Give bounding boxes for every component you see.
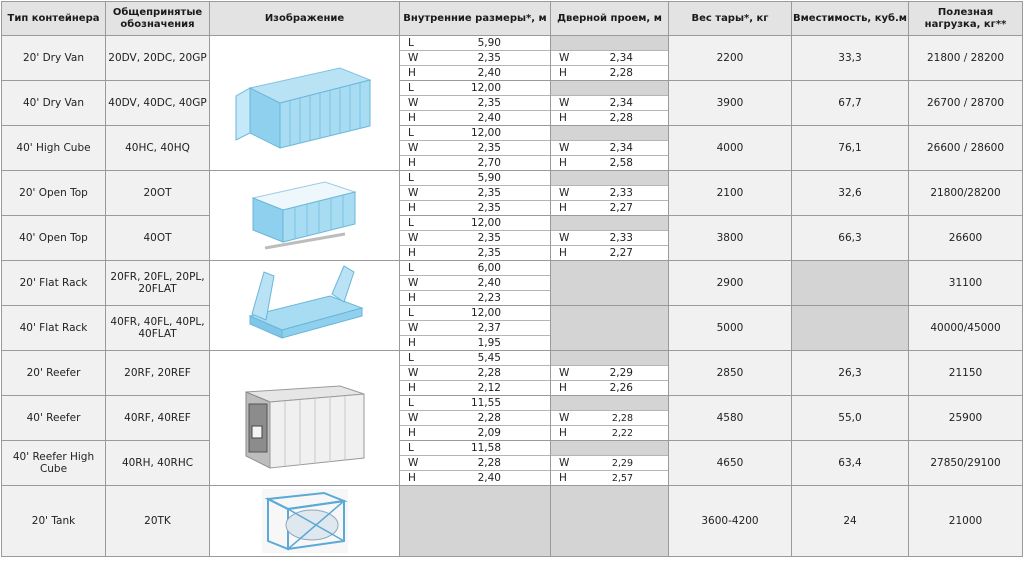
payload-cell: 40000/45000 <box>909 306 1023 351</box>
width-key: W <box>408 232 419 244</box>
length-key: L <box>408 442 414 454</box>
tare-cell: 3600-4200 <box>669 486 792 557</box>
door-width-value: 2,29 <box>609 367 633 379</box>
door-height-key: H <box>559 67 567 79</box>
length-key: L <box>408 37 414 49</box>
length-value: 11,55 <box>470 397 501 409</box>
table-row <box>2 306 1023 351</box>
door-width-value: 2,28 <box>611 412 633 424</box>
codes-cell: 40FR, 40FL, 40PL, 40FLAT <box>106 306 210 351</box>
inner-size-cell <box>400 171 551 216</box>
codes-cell: 40RF, 40REF <box>106 396 210 441</box>
door-width-key: W <box>559 367 570 379</box>
door-cell <box>551 441 669 486</box>
length-value: 11,58 <box>470 442 501 454</box>
tare-cell: 2850 <box>669 351 792 396</box>
width-key: W <box>408 187 419 199</box>
width-value: 2,35 <box>477 142 501 154</box>
door-cell-empty <box>551 261 669 306</box>
height-key: H <box>408 67 416 79</box>
height-value: 2,40 <box>477 67 501 79</box>
capacity-cell: 55,0 <box>792 396 909 441</box>
height-value: 2,12 <box>477 382 501 394</box>
tare-cell: 3900 <box>669 81 792 126</box>
width-value: 2,28 <box>477 412 501 424</box>
type-cell: 20' Open Top <box>2 171 106 216</box>
length-key: L <box>408 352 414 364</box>
type-cell: 40' Reefer <box>2 396 106 441</box>
payload-cell: 21150 <box>909 351 1023 396</box>
door-height-value: 2,58 <box>609 157 633 169</box>
door-height-key: H <box>559 382 567 394</box>
length-key: L <box>408 82 414 94</box>
length-key: L <box>408 262 414 274</box>
type-cell: 20' Tank <box>2 486 106 557</box>
tare-cell: 2100 <box>669 171 792 216</box>
tare-cell: 2200 <box>669 36 792 81</box>
type-cell: 40' Open Top <box>2 216 106 261</box>
header-tare: Вес тары*, кг <box>669 2 792 36</box>
door-cell-empty <box>551 306 669 351</box>
image-cell <box>210 351 400 486</box>
header-payload: Полезная нагрузка, кг** <box>909 2 1023 36</box>
capacity-cell: 33,3 <box>792 36 909 81</box>
width-key: W <box>408 367 419 379</box>
codes-cell: 40RH, 40RHC <box>106 441 210 486</box>
inner-size-cell <box>400 306 551 351</box>
height-value: 2,23 <box>477 292 501 304</box>
tank-container-icon <box>260 487 350 555</box>
header-codes: Общепринятые обозначения <box>106 2 210 36</box>
door-width-key: W <box>559 412 570 424</box>
payload-cell: 27850/29100 <box>909 441 1023 486</box>
blue-dry-container-open-door-icon <box>230 48 380 158</box>
length-key: L <box>408 397 414 409</box>
type-cell: 40' Dry Van <box>2 81 106 126</box>
door-width-value: 2,34 <box>609 142 633 154</box>
payload-cell: 25900 <box>909 396 1023 441</box>
door-width-key: W <box>559 232 570 244</box>
door-height-value: 2,27 <box>609 247 633 259</box>
width-key: W <box>408 142 419 154</box>
payload-cell: 21800/28200 <box>909 171 1023 216</box>
payload-cell: 26600 <box>909 216 1023 261</box>
length-value: 5,45 <box>477 352 501 364</box>
width-value: 2,37 <box>477 322 501 334</box>
length-key: L <box>408 217 414 229</box>
height-value: 2,35 <box>477 247 501 259</box>
image-cell <box>210 261 400 351</box>
height-key: H <box>408 112 416 124</box>
width-value: 2,28 <box>477 367 501 379</box>
height-value: 2,09 <box>477 427 501 439</box>
door-height-key: H <box>559 427 567 439</box>
door-height-value: 2,22 <box>611 427 633 439</box>
codes-cell: 20FR, 20FL, 20PL, 20FLAT <box>106 261 210 306</box>
length-key: L <box>408 307 414 319</box>
length-value: 5,90 <box>477 172 501 184</box>
tare-cell: 3800 <box>669 216 792 261</box>
inner-size-cell <box>400 216 551 261</box>
door-cell <box>551 81 669 126</box>
inner-size-cell-empty <box>400 486 551 557</box>
door-height-value: 2,27 <box>609 202 633 214</box>
height-key: H <box>408 427 416 439</box>
capacity-cell: 32,6 <box>792 171 909 216</box>
codes-cell: 20TK <box>106 486 210 557</box>
door-width-value: 2,34 <box>609 52 633 64</box>
door-height-value: 2,26 <box>609 382 633 394</box>
container-types-table <box>1 1 1023 557</box>
width-key: W <box>408 457 419 469</box>
length-key: L <box>408 172 414 184</box>
length-value: 12,00 <box>470 217 501 229</box>
header-image: Изображение <box>210 2 400 36</box>
inner-size-cell <box>400 441 551 486</box>
height-value: 2,40 <box>477 112 501 124</box>
height-value: 2,35 <box>477 202 501 214</box>
codes-cell: 40OT <box>106 216 210 261</box>
height-value: 2,40 <box>477 472 501 484</box>
table-row <box>2 486 1023 557</box>
payload-cell: 31100 <box>909 261 1023 306</box>
door-height-key: H <box>559 112 567 124</box>
length-value: 5,90 <box>477 37 501 49</box>
width-key: W <box>408 412 419 424</box>
header-row <box>2 2 1023 36</box>
door-width-value: 2,34 <box>609 97 633 109</box>
door-height-key: H <box>559 202 567 214</box>
width-key: W <box>408 277 419 289</box>
door-width-key: W <box>559 187 570 199</box>
capacity-cell: 66,3 <box>792 216 909 261</box>
inner-size-cell <box>400 36 551 81</box>
capacity-cell-empty <box>792 306 909 351</box>
height-key: H <box>408 382 416 394</box>
image-cell <box>210 171 400 261</box>
height-value: 2,70 <box>477 157 501 169</box>
image-cell <box>210 486 400 557</box>
height-key: H <box>408 202 416 214</box>
table-row <box>2 261 1023 306</box>
door-height-key: H <box>559 247 567 259</box>
tare-cell: 4650 <box>669 441 792 486</box>
header-type: Тип контейнера <box>2 2 106 36</box>
width-key: W <box>408 52 419 64</box>
inner-size-cell <box>400 351 551 396</box>
door-width-value: 2,29 <box>611 457 633 469</box>
door-cell <box>551 396 669 441</box>
header-inner-size: Внутренние размеры*, м <box>400 2 551 36</box>
table-row <box>2 396 1023 441</box>
width-value: 2,35 <box>477 187 501 199</box>
height-key: H <box>408 247 416 259</box>
door-height-key: H <box>559 472 567 484</box>
header-capacity: Вместимость, куб.м <box>792 2 909 36</box>
length-value: 6,00 <box>477 262 501 274</box>
type-cell: 40' Flat Rack <box>2 306 106 351</box>
door-width-key: W <box>559 52 570 64</box>
length-value: 12,00 <box>470 127 501 139</box>
codes-cell: 20OT <box>106 171 210 216</box>
door-cell <box>551 171 669 216</box>
height-key: H <box>408 292 416 304</box>
height-value: 1,95 <box>477 337 501 349</box>
type-cell: 20' Dry Van <box>2 36 106 81</box>
type-cell: 40' High Cube <box>2 126 106 171</box>
width-value: 2,35 <box>477 52 501 64</box>
inner-size-cell <box>400 81 551 126</box>
type-cell: 20' Reefer <box>2 351 106 396</box>
width-value: 2,40 <box>477 277 501 289</box>
capacity-cell: 24 <box>792 486 909 557</box>
capacity-cell: 26,3 <box>792 351 909 396</box>
codes-cell: 20DV, 20DC, 20GP <box>106 36 210 81</box>
door-height-key: H <box>559 157 567 169</box>
blue-flat-rack-container-icon <box>240 264 370 348</box>
table-row <box>2 441 1023 486</box>
door-cell-empty <box>551 486 669 557</box>
tare-cell: 4580 <box>669 396 792 441</box>
length-key: L <box>408 127 414 139</box>
door-height-value: 2,28 <box>609 112 633 124</box>
image-cell <box>210 36 400 171</box>
width-value: 2,28 <box>477 457 501 469</box>
length-value: 12,00 <box>470 307 501 319</box>
payload-cell: 26700 / 28700 <box>909 81 1023 126</box>
capacity-cell: 76,1 <box>792 126 909 171</box>
inner-size-cell <box>400 126 551 171</box>
capacity-cell: 63,4 <box>792 441 909 486</box>
inner-size-cell <box>400 261 551 306</box>
width-value: 2,35 <box>477 232 501 244</box>
codes-cell: 40DV, 40DC, 40GP <box>106 81 210 126</box>
grey-reefer-container-icon <box>240 364 370 472</box>
door-height-value: 2,57 <box>611 472 633 484</box>
table-row <box>2 36 1023 81</box>
door-width-value: 2,33 <box>609 187 633 199</box>
payload-cell: 21000 <box>909 486 1023 557</box>
length-value: 12,00 <box>470 82 501 94</box>
height-key: H <box>408 337 416 349</box>
door-cell <box>551 36 669 81</box>
type-cell: 20' Flat Rack <box>2 261 106 306</box>
door-cell <box>551 216 669 261</box>
type-cell: 40' Reefer High Cube <box>2 441 106 486</box>
tare-cell: 4000 <box>669 126 792 171</box>
payload-cell: 21800 / 28200 <box>909 36 1023 81</box>
door-cell <box>551 351 669 396</box>
door-height-value: 2,28 <box>609 67 633 79</box>
door-width-value: 2,33 <box>609 232 633 244</box>
header-door: Дверной проем, м <box>551 2 669 36</box>
inner-size-cell <box>400 396 551 441</box>
codes-cell: 20RF, 20REF <box>106 351 210 396</box>
codes-cell: 40HC, 40HQ <box>106 126 210 171</box>
width-key: W <box>408 97 419 109</box>
table-row <box>2 171 1023 216</box>
blue-open-top-container-icon <box>245 176 365 256</box>
width-value: 2,35 <box>477 97 501 109</box>
capacity-cell-empty <box>792 261 909 306</box>
door-width-key: W <box>559 457 570 469</box>
tare-cell: 5000 <box>669 306 792 351</box>
door-width-key: W <box>559 97 570 109</box>
payload-cell: 26600 / 28600 <box>909 126 1023 171</box>
table-row <box>2 81 1023 126</box>
table-row <box>2 126 1023 171</box>
height-key: H <box>408 157 416 169</box>
height-key: H <box>408 472 416 484</box>
table-row <box>2 216 1023 261</box>
width-key: W <box>408 322 419 334</box>
tare-cell: 2900 <box>669 261 792 306</box>
door-width-key: W <box>559 142 570 154</box>
table-row <box>2 351 1023 396</box>
capacity-cell: 67,7 <box>792 81 909 126</box>
door-cell <box>551 126 669 171</box>
